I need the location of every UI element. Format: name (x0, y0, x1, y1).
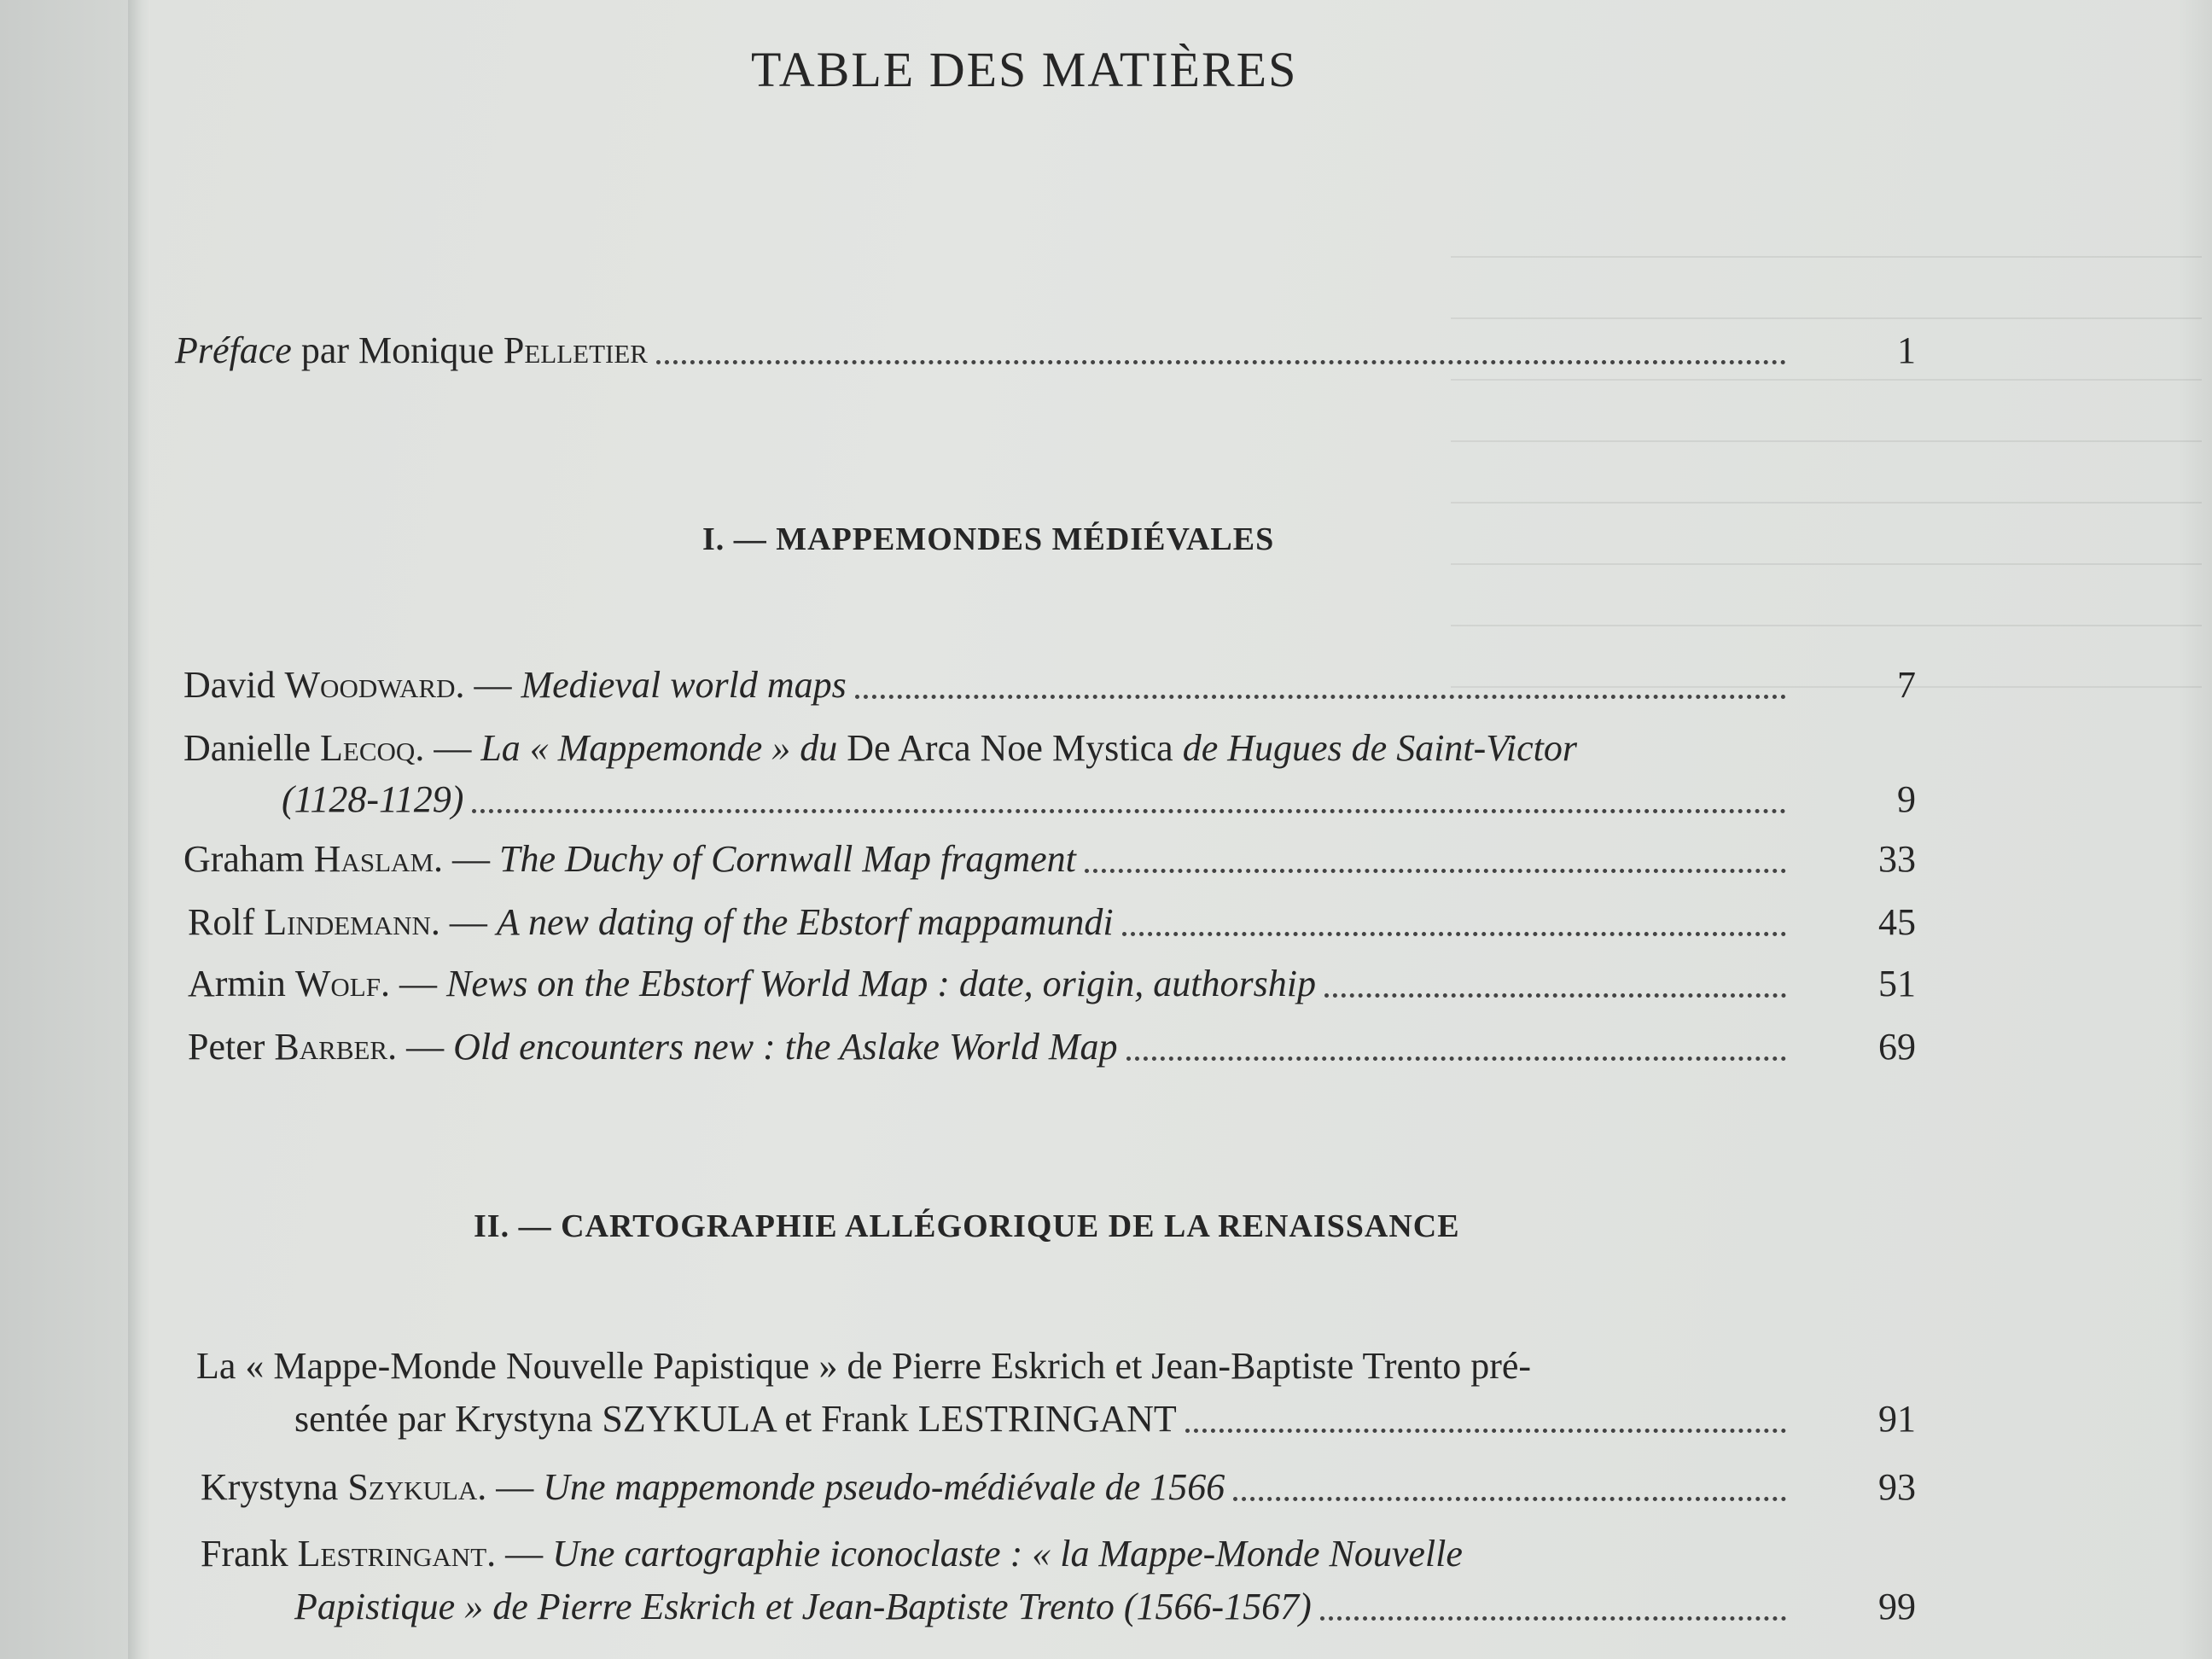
page-number: 33 (1878, 838, 1916, 880)
entry-title-cont: (1128-1129) (282, 778, 464, 820)
page-number: 51 (1878, 963, 1916, 1004)
separator: . — (430, 901, 497, 943)
toc-entry (183, 833, 1916, 886)
entry-title: Medieval world maps (521, 664, 847, 706)
separator: . — (434, 838, 500, 880)
author-first: Peter (188, 1026, 265, 1068)
dot-leader (1122, 932, 1786, 936)
toc-entry-line1 (183, 722, 1577, 775)
entry-text (201, 1461, 1225, 1514)
dot-leader (855, 695, 1786, 699)
facing-page-edge (0, 0, 128, 1659)
page-number: 45 (1878, 901, 1916, 943)
separator: . — (455, 664, 521, 706)
separator: . — (387, 1026, 454, 1068)
author-first: Krystyna (201, 1466, 339, 1508)
entry-title: Une cartographie iconoclaste : « la Mappe-Monde Nouvelle (552, 1533, 1463, 1575)
author-last: Lestringant (297, 1533, 487, 1575)
toc-entry (188, 958, 1916, 1010)
entry-text (183, 833, 1076, 886)
dot-leader (656, 360, 1786, 364)
toc-entry (183, 659, 1916, 712)
page-number: 69 (1878, 1026, 1916, 1068)
dot-leader (1085, 869, 1786, 873)
author-last: Barber (274, 1026, 388, 1068)
toc-entry (188, 1021, 1916, 1074)
author-last: Lecoq (320, 727, 416, 769)
preface-by: par Monique (300, 329, 494, 371)
page-number: 7 (1897, 664, 1916, 706)
entry-title: Old encounters new : the Aslake World Map (453, 1026, 1118, 1068)
entry-title-cont: Papistique » de Pierre Eskrich et Jean-Baptiste Trento (1566-1567) (294, 1586, 1312, 1627)
author-last: Wolf (294, 963, 381, 1004)
entry-title: Une mappemonde pseudo-médiévale de 1566 (543, 1466, 1225, 1508)
page-number: 99 (1878, 1586, 1916, 1627)
section-heading: II. — CARTOGRAPHIE ALLÉGORIQUE DE LA RENAISSANCE (474, 1208, 1460, 1244)
separator: . — (415, 727, 481, 769)
book-gutter (128, 0, 150, 1659)
author-last: Woodward (284, 664, 456, 706)
author-last: Lindemann (264, 901, 431, 943)
page-number: 9 (1897, 778, 1916, 820)
dot-leader (1126, 1057, 1786, 1061)
author-first: Armin (188, 963, 286, 1004)
page-number: 1 (1897, 329, 1916, 371)
toc-entry-line1 (201, 1528, 1463, 1580)
preface-author: Pelletier (503, 329, 648, 371)
toc-entry (294, 1580, 1916, 1633)
entry-title: News on the Ebstorf World Map : date, origin, authorship (445, 963, 1316, 1004)
entry-text (188, 958, 1316, 1010)
entry-title: The Duchy of Cornwall Map fragment (499, 838, 1076, 880)
entry-text (175, 324, 648, 377)
toc-entry (282, 773, 1916, 826)
page-number: 91 (1878, 1398, 1916, 1440)
author-first: Danielle (183, 727, 311, 769)
preface-label: Préface (175, 329, 292, 371)
section-heading: I. — MAPPEMONDES MÉDIÉVALES (702, 521, 1275, 557)
page-number: 93 (1878, 1466, 1916, 1508)
entry-title: A new dating of the Ebstorf mappamundi (496, 901, 1114, 943)
dot-leader (472, 809, 1786, 813)
separator: . — (477, 1466, 544, 1508)
page-title: TABLE DES MATIÈRES (751, 42, 1298, 97)
entry-text (188, 1021, 1118, 1074)
toc-entry (201, 1461, 1916, 1514)
author-first: Frank (201, 1533, 288, 1575)
entry-title: de Hugues de Saint-Victor (1182, 727, 1578, 769)
entry-text: sentée par Krystyna SZYKULA et Frank LESTRINGANT (294, 1398, 1177, 1440)
dot-leader (1233, 1497, 1786, 1501)
toc-entry (294, 1393, 1916, 1446)
author-first: David (183, 664, 276, 706)
toc-entry (188, 896, 1916, 949)
entry-text (183, 659, 847, 712)
separator: . — (486, 1533, 553, 1575)
entry-title: La « Mappemonde » du (480, 727, 838, 769)
page-shadow (2178, 0, 2212, 1659)
author-first: Rolf (188, 901, 255, 943)
author-last: Szykula (347, 1466, 478, 1508)
separator: . — (380, 963, 446, 1004)
toc-entry-preface (175, 324, 1916, 377)
toc-entry-line1: La « Mappe-Monde Nouvelle Papistique » de Pierre Eskrich et Jean-Baptiste Trento pré- (196, 1345, 1532, 1387)
dot-leader (1320, 1616, 1786, 1621)
author-first: Graham (183, 838, 305, 880)
entry-text (188, 896, 1114, 949)
author-last: Haslam (313, 838, 434, 880)
entry-title-roman: De Arca Noe Mystica (847, 727, 1173, 769)
dot-leader (1324, 993, 1786, 998)
dot-leader (1185, 1429, 1786, 1433)
